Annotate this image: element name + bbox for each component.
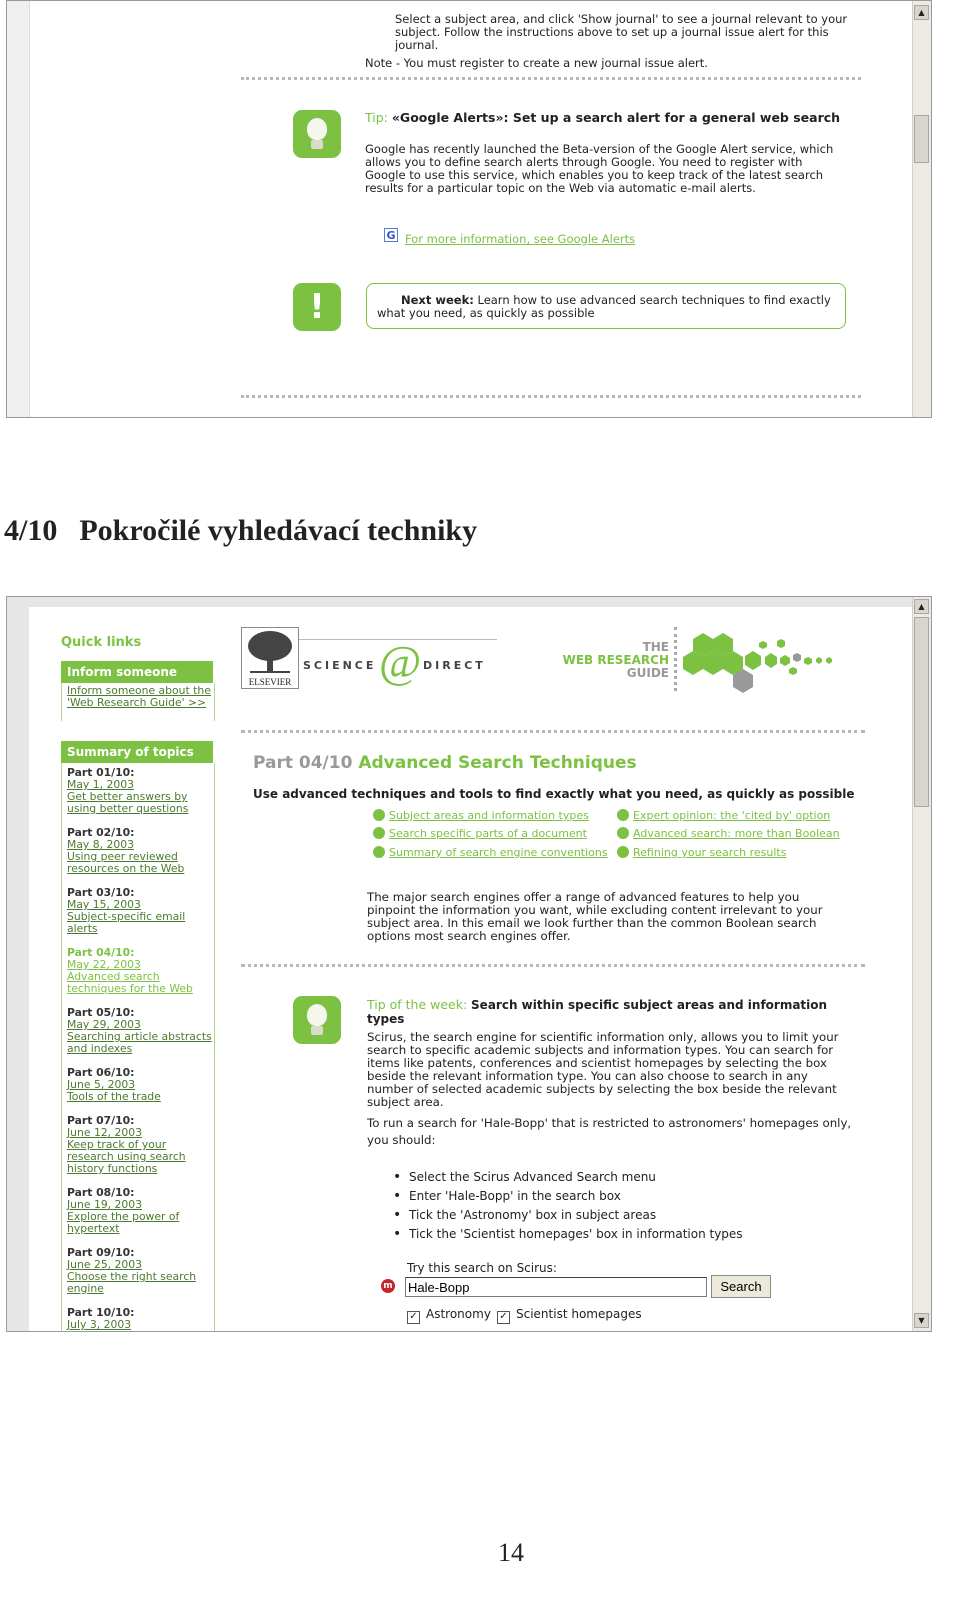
scirus-search-input[interactable] xyxy=(405,1277,707,1297)
inform-someone-header: Inform someone xyxy=(61,661,213,683)
topic-title-link[interactable]: Keep track of your research using search history functions xyxy=(67,1138,186,1175)
scrollbar[interactable] xyxy=(912,1,931,417)
try-text: Try this search on Scirus: xyxy=(407,1261,557,1275)
tip-heading xyxy=(365,110,865,125)
topic-date-link[interactable]: May 15, 2003 xyxy=(67,898,141,911)
topic-part-03: Part 03/10: May 15, 2003 Subject-specific email alerts xyxy=(67,886,186,935)
part-title: Advanced Search Techniques xyxy=(358,753,637,773)
toc-link[interactable]: Expert opinion: the 'cited by' option xyxy=(617,809,830,822)
intro-text: Select a subject area, and click 'Show journal' to see a journal relevant to your subject. Follow the instructions above to set up a journal issue alert for this journal. xyxy=(395,12,848,52)
step-item: • Select the Scirus Advanced Search menu xyxy=(393,1169,743,1188)
bulb-bullet-icon xyxy=(617,809,629,821)
bottom-screenshot xyxy=(6,596,932,1332)
topic-part-02: Part 02/10: May 8, 2003 Using peer reviewed resources on the Web xyxy=(67,826,185,875)
topic-title-link[interactable]: Subject-specific email alerts xyxy=(67,910,186,935)
bulb-bullet-icon xyxy=(617,827,629,839)
topic-date-link[interactable]: June 19, 2003 xyxy=(67,1198,143,1211)
topic-part-07: Part 07/10: June 12, 2003 Keep track of your research using search history functions xyxy=(67,1114,186,1175)
browser-frame xyxy=(7,597,913,607)
tip-label: Tip of the week: xyxy=(367,997,468,1012)
topic-part-10: Part 10/10: July 3, 2003 xyxy=(67,1306,135,1331)
scroll-down-button[interactable]: ▼ xyxy=(914,1313,929,1328)
search-button[interactable]: Search xyxy=(711,1275,771,1298)
section-number: 4/10 xyxy=(4,514,58,547)
topic-date-link[interactable]: May 29, 2003 xyxy=(67,1018,141,1031)
web-research-guide-logo: THE WEB RESEARCH GUIDE xyxy=(562,640,669,680)
lightbulb-icon xyxy=(293,996,341,1044)
step-item: • Enter 'Hale-Bopp' in the search box xyxy=(393,1188,743,1207)
intro-paragraph: The major search engines offer a range of advanced features to help you pinpoint the information you want, while excluding content irrelevant to your subject area. In this email we look further than the common Boolean search options most search engines offer. xyxy=(367,890,823,943)
science-text: SCIENCE xyxy=(303,659,377,672)
topic-title-link[interactable]: Get better answers by using better questions xyxy=(67,790,189,815)
toc-link[interactable]: Summary of search engine conventions xyxy=(373,846,608,859)
scroll-up-button[interactable]: ▲ xyxy=(914,599,929,614)
topic-part-09: Part 09/10: June 25, 2003 Choose the right search engine xyxy=(67,1246,197,1295)
exclamation-icon: ! xyxy=(293,283,341,331)
check-icon: ✓ xyxy=(497,1311,510,1324)
page-number: 14 xyxy=(498,1538,524,1567)
topic-date-link[interactable]: May 1, 2003 xyxy=(67,778,134,791)
part-heading xyxy=(253,753,637,773)
next-week-label: Next week: xyxy=(401,293,474,307)
tip-title: «Google Alerts»: Set up a search alert for a general web search xyxy=(391,110,841,125)
tip-title: Search within specific subject areas and information types xyxy=(367,998,828,1026)
next-week-text: Learn how to use advanced search techniques to find exactly what you need, as quickly as possible xyxy=(377,293,831,320)
direct-text: DIRECT xyxy=(423,659,486,672)
topic-title-link[interactable]: Tools of the trade xyxy=(67,1090,161,1103)
topic-part-05: Part 05/10: May 29, 2003 Searching article abstracts and indexes xyxy=(67,1006,212,1055)
topic-date-link[interactable]: July 3, 2003 xyxy=(67,1318,132,1331)
top-screenshot xyxy=(6,0,932,418)
step-item: • Tick the 'Scientist homepages' box in information types xyxy=(393,1226,743,1245)
tip-body: Scirus, the search engine for scientific information only, allows you to limit your search to specific academic subjects and information types. You can search for items like patents, conferences and scientist homepages by selecting the box beside the relevant information type. You can also choose to search in any number of selected academic subjects by selecting the box beside the relevant subject area. xyxy=(367,1030,839,1109)
lightbulb-icon xyxy=(293,110,341,158)
topic-part-08: Part 08/10: June 19, 2003 Explore the power of hypertext xyxy=(67,1186,180,1235)
run-instructions: To run a search for 'Hale-Bopp' that is restricted to astronomers' homepages only, you should: xyxy=(367,1116,852,1147)
google-icon: G xyxy=(384,228,398,242)
topic-date-link[interactable]: May 8, 2003 xyxy=(67,838,134,851)
next-week-box xyxy=(366,283,846,329)
topic-title-link[interactable]: Choose the right search engine xyxy=(67,1270,197,1295)
note-text: Note - You must register to create a new journal issue alert. xyxy=(365,56,708,70)
bulb-bullet-icon xyxy=(373,827,385,839)
bulb-bullet-icon xyxy=(373,846,385,858)
scroll-up-button[interactable]: ▲ xyxy=(914,5,929,20)
dotted-divider-bottom xyxy=(241,395,861,398)
toc-link[interactable]: Refining your search results xyxy=(617,846,786,859)
topic-date-link[interactable]: June 12, 2003 xyxy=(67,1126,143,1139)
section-title: Pokročilé vyhledávací techniky xyxy=(79,514,478,547)
bulb-bullet-icon xyxy=(373,809,385,821)
tree-icon xyxy=(242,628,298,674)
tip-body: Google has recently launched the Beta-version of the Google Alert service, which allows you to define search alerts through Google. You need to register with Google to use this service, which enables you to keep track of the latest search results for a particular topic on the Web via automatic e-mail alerts. xyxy=(365,142,834,195)
left-margin xyxy=(7,597,29,1331)
part-prefix: Part 04/10 xyxy=(253,753,353,773)
tip-label: Tip: xyxy=(365,110,388,125)
topic-title-link[interactable]: Using peer reviewed resources on the Web xyxy=(67,850,185,875)
topic-date-link[interactable]: May 22, 2003 xyxy=(67,958,141,971)
left-margin xyxy=(7,1,30,417)
scirus-icon: m xyxy=(381,1279,395,1293)
topic-title-link[interactable]: Explore the power of hypertext xyxy=(67,1210,180,1235)
bulb-bullet-icon xyxy=(617,846,629,858)
dotted-divider xyxy=(241,77,861,80)
topic-date-link[interactable]: June 5, 2003 xyxy=(67,1078,136,1091)
tip-of-week-heading xyxy=(367,997,867,1026)
science-direct-logo xyxy=(299,633,499,689)
hexagon-pattern-icon xyxy=(681,627,861,693)
topic-title-link[interactable]: Searching article abstracts and indexes xyxy=(67,1030,212,1055)
scientist-homepages-checkbox[interactable]: ✓ Scientist homepages xyxy=(497,1307,642,1324)
elsevier-logo xyxy=(241,627,299,689)
topic-part-06: Part 06/10: June 5, 2003 Tools of the trade xyxy=(67,1066,161,1103)
toc-link[interactable]: Advanced search: more than Boolean xyxy=(617,827,840,840)
more-info-link[interactable]: For more information, see Google Alerts xyxy=(405,232,636,246)
toc-link[interactable]: Search specific parts of a document xyxy=(373,827,587,840)
topic-title-link[interactable]: Advanced search techniques for the Web xyxy=(67,970,193,995)
dotted-divider xyxy=(241,964,865,967)
inform-someone-link[interactable]: Inform someone about the 'Web Research Guide' >> xyxy=(67,684,211,709)
topic-part-04-current: Part 04/10: May 22, 2003 Advanced search techniques for the Web xyxy=(67,946,193,995)
scroll-thumb[interactable] xyxy=(914,115,929,163)
elsevier-text: ELSEVIER xyxy=(248,677,292,687)
topic-date-link[interactable]: June 25, 2003 xyxy=(67,1258,143,1271)
steps-list xyxy=(393,1169,743,1245)
astronomy-checkbox[interactable]: ✓ Astronomy xyxy=(407,1307,491,1324)
part-subtitle: Use advanced techniques and tools to find exactly what you need, as quickly as possible xyxy=(253,787,855,801)
section-heading xyxy=(4,514,477,548)
scroll-thumb[interactable] xyxy=(914,617,929,807)
check-icon: ✓ xyxy=(407,1311,420,1324)
dotted-divider xyxy=(241,730,865,733)
quick-links-title: Quick links xyxy=(61,635,142,650)
toc-link[interactable]: Subject areas and information types xyxy=(373,809,589,822)
summary-of-topics-header: Summary of topics xyxy=(61,741,213,763)
step-item: • Tick the 'Astronomy' box in subject areas xyxy=(393,1207,743,1226)
topic-part-01: Part 01/10: May 1, 2003 Get better answers by using better questions xyxy=(67,766,189,815)
at-symbol-icon: @ xyxy=(379,636,422,687)
scrollbar[interactable] xyxy=(912,597,931,1331)
